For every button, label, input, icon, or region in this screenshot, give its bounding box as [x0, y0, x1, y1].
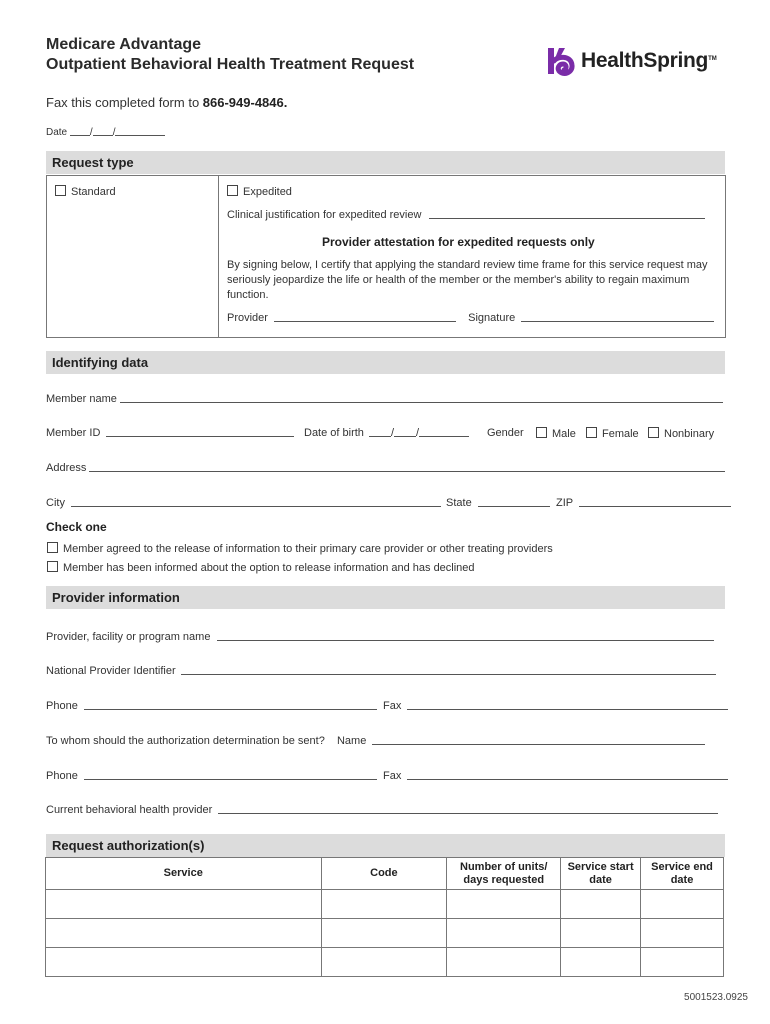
fax-prefix: Fax this completed form to: [46, 95, 203, 110]
expedited-label: Expedited: [243, 186, 292, 198]
gender-male-label: Male: [552, 428, 576, 440]
identifying-data-heading: Identifying data: [46, 351, 725, 374]
gender-field: [487, 427, 524, 439]
justification-line[interactable]: [429, 209, 705, 219]
fax-label-2: Fax: [383, 770, 402, 782]
female-checkbox[interactable]: [586, 427, 597, 438]
units-cell[interactable]: [447, 948, 561, 977]
table-row: [46, 948, 724, 977]
col-end-date: Service end date: [641, 858, 724, 890]
attestation-text: By signing below, I certify that applying the standard review time frame for this service request may seriously jeopardize the life or health of the member or the member's ability to regain maximum function.: [227, 259, 708, 301]
fax-field-1[interactable]: [383, 700, 728, 712]
request-authorization-heading: Request authorization(s): [46, 834, 725, 857]
fax-line-1[interactable]: [407, 700, 728, 710]
provider-line[interactable]: [274, 312, 456, 322]
attestation-heading: Provider attestation for expedited requests only: [322, 235, 595, 249]
member-name-field[interactable]: [46, 393, 723, 405]
title-line-1: Medicare Advantage: [46, 36, 202, 53]
healthspring-logo: [545, 44, 717, 78]
member-name-label: Member name: [46, 393, 117, 405]
dob-year-line[interactable]: [419, 427, 469, 437]
phone-label-1: Phone: [46, 700, 78, 712]
standard-checkbox[interactable]: [55, 185, 66, 196]
start-date-cell[interactable]: [561, 948, 641, 977]
col-code: Code: [321, 858, 447, 890]
fax-field-2[interactable]: [383, 770, 728, 782]
start-date-cell[interactable]: [561, 890, 641, 919]
member-id-field[interactable]: [46, 427, 294, 439]
address-label: Address: [46, 462, 87, 474]
facility-field[interactable]: [46, 631, 714, 643]
date-year-line[interactable]: [115, 126, 165, 136]
table-row: [46, 890, 724, 919]
npi-line[interactable]: [181, 665, 716, 675]
request-type-divider: [218, 176, 219, 337]
city-line[interactable]: [71, 497, 441, 507]
fax-number: 866-949-4846.: [202, 95, 288, 110]
gender-option-nonbinary[interactable]: [648, 427, 714, 440]
justification-label: Clinical justification for expedited review: [227, 209, 422, 221]
phone-field-1[interactable]: [46, 700, 377, 712]
signature-label: Signature: [468, 312, 516, 324]
col-service: Service: [46, 858, 322, 890]
facility-line[interactable]: [217, 631, 714, 641]
release-agreed-checkbox[interactable]: [47, 542, 58, 553]
nonbinary-checkbox[interactable]: [648, 427, 659, 438]
recipient-name-line[interactable]: [372, 735, 705, 745]
release-declined-option[interactable]: [47, 561, 475, 574]
current-provider-field[interactable]: [46, 804, 718, 816]
fax-line-2[interactable]: [407, 770, 728, 780]
service-cell[interactable]: [46, 948, 322, 977]
gender-nonbinary-label: Nonbinary: [664, 428, 715, 440]
address-field[interactable]: [46, 462, 725, 474]
member-name-line[interactable]: [120, 393, 723, 403]
recipient-name-label: Name: [336, 735, 367, 747]
city-field[interactable]: [46, 497, 441, 509]
current-provider-label: Current behavioral health provider: [46, 804, 213, 816]
release-agreed-label: Member agreed to the release of information to their primary care provider or other treating providers: [63, 543, 553, 555]
release-declined-label: Member has been informed about the option to release information and has declined: [63, 562, 475, 574]
date-label: Date: [46, 127, 68, 138]
authorization-table: [45, 857, 724, 977]
authorization-header-row: [46, 858, 724, 890]
end-date-cell[interactable]: [641, 919, 724, 948]
phone-line-1[interactable]: [84, 700, 377, 710]
city-label: City: [46, 497, 65, 509]
state-label: State: [446, 497, 472, 509]
units-cell[interactable]: [447, 890, 561, 919]
phone-line-2[interactable]: [84, 770, 377, 780]
service-cell[interactable]: [46, 890, 322, 919]
dob-field[interactable]: Date of birth / /: [304, 427, 469, 439]
gender-female-label: Female: [602, 428, 639, 440]
check-one-label: Check one: [46, 520, 107, 534]
determination-recipient-field[interactable]: [46, 735, 705, 747]
code-cell[interactable]: [321, 919, 447, 948]
release-declined-checkbox[interactable]: [47, 561, 58, 572]
logo-trademark: TM: [708, 56, 717, 62]
fax-label-1: Fax: [383, 700, 402, 712]
member-id-label: Member ID: [46, 427, 101, 439]
standard-option[interactable]: [55, 185, 116, 198]
form-code: 5001523.0925: [684, 992, 748, 1003]
service-cell[interactable]: [46, 919, 322, 948]
justification-field[interactable]: [227, 209, 705, 221]
code-cell[interactable]: [321, 948, 447, 977]
current-provider-line[interactable]: [218, 804, 718, 814]
zip-label: ZIP: [556, 497, 573, 509]
standard-label: Standard: [71, 186, 116, 198]
fax-instruction: [46, 95, 287, 110]
phone-field-2[interactable]: [46, 770, 377, 782]
date-month-line[interactable]: [70, 126, 90, 136]
expedited-option[interactable]: [227, 185, 292, 198]
signature-line[interactable]: [521, 312, 714, 322]
dob-label: Date of birth: [304, 427, 364, 439]
release-agreed-option[interactable]: [47, 542, 553, 555]
address-line[interactable]: [89, 462, 725, 472]
gender-option-female[interactable]: [586, 427, 639, 440]
col-units: Number of units/ days requested: [447, 858, 561, 890]
provider-signature-row[interactable]: [227, 312, 714, 324]
facility-label: Provider, facility or program name: [46, 631, 211, 643]
member-id-line[interactable]: [106, 427, 294, 437]
provider-information-heading: Provider information: [46, 586, 725, 609]
npi-label: National Provider Identifier: [46, 665, 176, 677]
date-field[interactable]: Date / /: [46, 126, 165, 138]
gender-label: Gender: [487, 427, 524, 439]
state-field[interactable]: [446, 497, 550, 509]
dob-day-line[interactable]: [394, 427, 416, 437]
zip-field[interactable]: [556, 497, 731, 509]
provider-label: Provider: [227, 312, 268, 324]
phone-label-2: Phone: [46, 770, 78, 782]
end-date-cell[interactable]: [641, 890, 724, 919]
logo-text: HealthSpring: [581, 49, 709, 72]
male-checkbox[interactable]: [536, 427, 547, 438]
npi-field[interactable]: [46, 665, 716, 677]
gender-option-male[interactable]: [536, 427, 576, 440]
units-cell[interactable]: [447, 919, 561, 948]
zip-line[interactable]: [579, 497, 731, 507]
table-row: [46, 919, 724, 948]
code-cell[interactable]: [321, 890, 447, 919]
determination-question: To whom should the authorization determination be sent?: [46, 735, 325, 747]
dob-month-line[interactable]: [369, 427, 391, 437]
title-line-2: Outpatient Behavioral Health Treatment Request: [46, 56, 415, 73]
expedited-checkbox[interactable]: [227, 185, 238, 196]
request-type-heading: Request type: [46, 151, 725, 174]
col-start-date: Service start date: [561, 858, 641, 890]
state-line[interactable]: [478, 497, 550, 507]
healthspring-mark-icon: [545, 45, 577, 77]
start-date-cell[interactable]: [561, 919, 641, 948]
date-day-line[interactable]: [93, 126, 113, 136]
end-date-cell[interactable]: [641, 948, 724, 977]
